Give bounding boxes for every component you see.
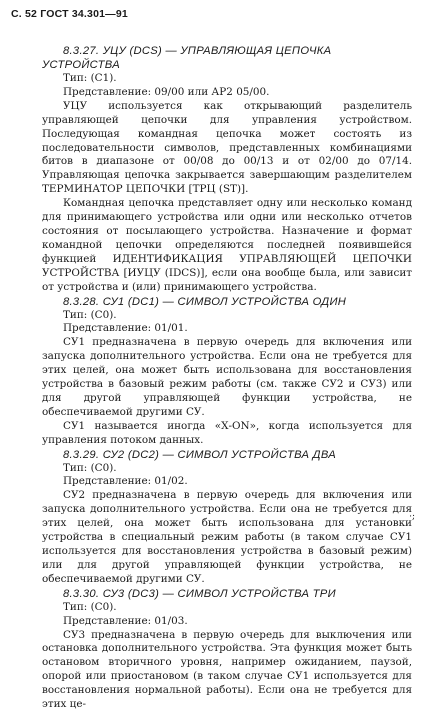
type-label: Тип: (С0). [63,308,117,321]
section-heading: 8.3.30. СУ3 (DC3) — СИМВОЛ УСТРОЙСТВА ТРИ [63,587,336,600]
type-label: Тип: (С0). [63,461,117,474]
paragraph: СУ1 предназначена в первую очередь для включения или запуска дополнительного устройства. Если она не требуется для этих целей, она может быть использована для восстановления устройства в базовый режим работы (см. также СУ2 и СУ3) или для другой управляющей функции устройства, не обеспечиваемой другими СУ. [42,336,412,418]
section-8-3-27 [42,44,412,295]
page-header: С. 52 ГОСТ 34.301—91 [11,8,128,20]
section-8-3-30 [42,587,412,712]
paragraph: Командная цепочка представляет одну или несколько команд для принимающего устройства или одни или несколько отчетов состояния от посылающего устройства. Назначение и формат командной цепочки определяются последней появившейся функцией ИДЕНТИФИКАЦИЯ УПРАВЛЯЮЩЕЙ ЦЕПОЧКИ УСТРОЙСТВА [ИУЦУ (IDCS)], если она вообще была, или зависит от устройства и (или) принимающего устройства. [42,197,412,293]
section-8-3-29 [42,448,412,587]
document-body [42,44,412,712]
representation-label: Представление: 01/02. [63,475,188,488]
section-8-3-28 [42,295,412,448]
section-heading: 8.3.27. УЦУ (DCS) — УПРАВЛЯЮЩАЯ ЦЕПОЧКА УСТРОЙСТВА [42,45,332,71]
type-label: Тип: (С0). [63,600,117,613]
paragraph: СУ1 называется иногда «Х-ON», когда используется для управления потоком данных. [42,419,412,446]
representation-label: Представление: 01/01. [63,322,188,335]
type-label: Тип: (С1). [63,72,117,84]
section-heading: 8.3.29. СУ2 (DC2) — СИМВОЛ УСТРОЙСТВА ДВА [63,448,337,461]
paragraph: СУ2 предназначена в первую очередь для включения или запуска дополнительного устройства. Если она не требуется для этих целей, она может быть использована для установки устройства в специальный режим работы (в таком случае СУ1 используется для восстановления устройства в базовый режим) или для другой управляющей функции устройства, не обеспечиваемой другими СУ. [42,489,412,585]
section-heading: 8.3.28. СУ1 (DC1) — СИМВОЛ УСТРОЙСТВА ОДИН [63,295,347,308]
paragraph: УЦУ используется как открывающий разделитель управляющей цепочки для управления устройством. Последующая командная цепочка может состоять из последовательности символов, представленных комбинациями битов в диапазоне от 00/08 до 00/13 и от 02/00 до 07/14. Управляющая цепочка закрывается завершающим разделителем ТЕРМИНАТОР ЦЕПОЧКИ [ТРЦ (ST)]. [42,99,412,196]
representation-label: Представление: 09/00 или АР2 05/00. [63,85,270,98]
paragraph: СУ3 предназначена в первую очередь для выключения или остановка дополнительного устройства. Эта функция может быть остановом вторичного уровня, например ожиданием, паузой, опорой или приостановом (в таком случае СУ1 используется для восстановления нормальной работы). Если она не требуется для этих це- [42,628,412,711]
representation-label: Представление: 01/03. [63,614,188,627]
stray-mark: ·; [409,512,415,522]
